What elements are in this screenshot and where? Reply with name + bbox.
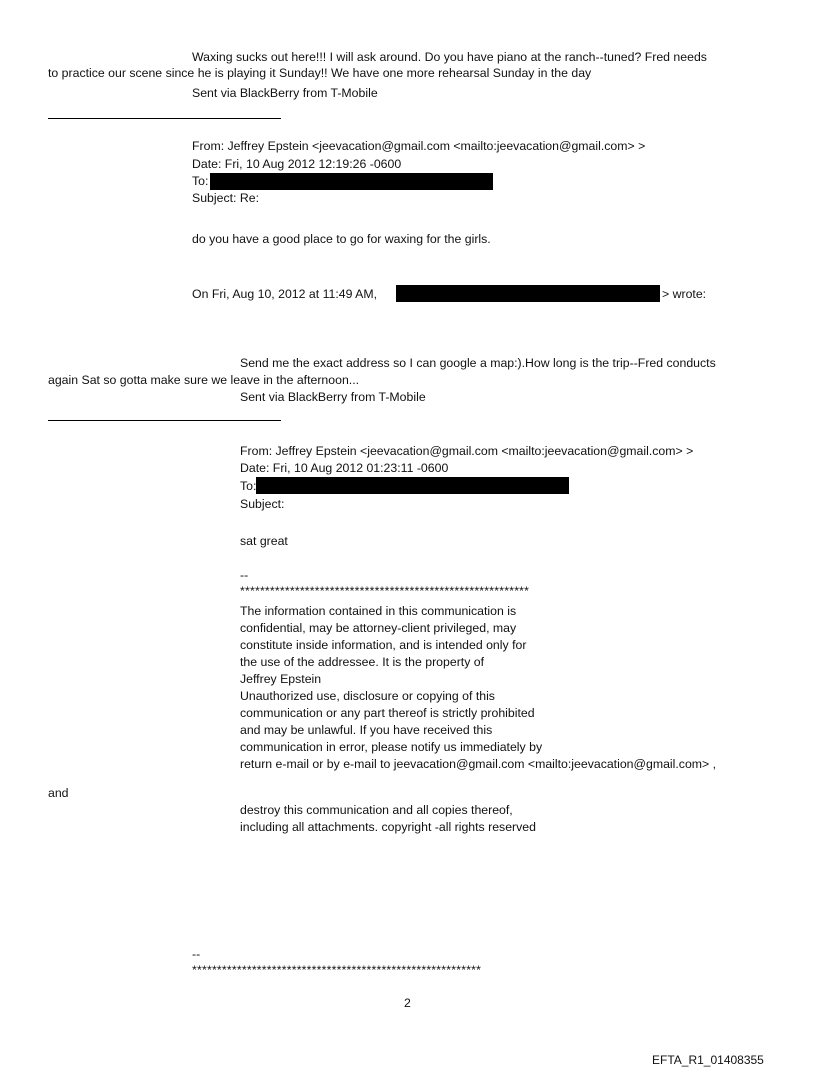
email1-quote-prefix: On Fri, Aug 10, 2012 at 11:49 AM, <box>192 287 378 301</box>
disclaimer-line: The information contained in this communication is <box>240 604 517 618</box>
email1-quote-suffix: > wrote: <box>662 287 707 301</box>
email1-from: From: Jeffrey Epstein <jeevacation@gmail.com <mailto:jeevacation@gmail.com> > <box>192 139 646 153</box>
signature-dashes: -- <box>240 568 249 582</box>
reply-signature: Sent via BlackBerry from T-Mobile <box>192 86 378 100</box>
disclaimer-line: constitute inside information, and is intended only for <box>240 638 527 652</box>
disclaimer-line: communication in error, please notify us immediately by <box>240 740 543 754</box>
disclaimer-line: the use of the addressee. It is the property of <box>240 655 485 669</box>
bates-number: EFTA_R1_01408355 <box>652 1053 764 1067</box>
signature-stars: ********************************************************** <box>240 584 530 598</box>
reply-line-1: Waxing sucks out here!!! I will ask around. Do you have piano at the ranch--tuned? Fred needs <box>192 50 707 64</box>
disclaimer-line: including all attachments. copyright -all rights reserved <box>240 820 536 834</box>
reply-line-2: to practice our scene since he is playing it Sunday!! We have one more rehearsal Sunday in the day <box>48 66 592 80</box>
disclaimer-line: destroy this communication and all copies thereof, <box>240 803 513 817</box>
email2-subject: Subject: <box>240 497 285 511</box>
email2-to: To: <box>240 479 257 493</box>
quoted-line-2: again Sat so gotta make sure we leave in the afternoon... <box>48 373 360 387</box>
disclaimer-line: Jeffrey Epstein <box>240 672 322 686</box>
email1-to: To: <box>192 174 209 188</box>
email2-from: From: Jeffrey Epstein <jeevacation@gmail.com <mailto:jeevacation@gmail.com> > <box>240 444 694 458</box>
quoted-signature: Sent via BlackBerry from T-Mobile <box>240 390 426 404</box>
disclaimer-line: return e-mail or by e-mail to jeevacation@gmail.com <mailto:jeevacation@gmail.com> , <box>240 757 717 771</box>
redaction-box <box>396 285 660 302</box>
redaction-box <box>210 173 493 190</box>
disclaimer-line: and may be unlawful. If you have received this <box>240 723 493 737</box>
disclaimer-line: confidential, may be attorney-client privileged, may <box>240 621 517 635</box>
email1-date: Date: Fri, 10 Aug 2012 12:19:26 -0600 <box>192 157 402 171</box>
email1-subject: Subject: Re: <box>192 191 259 205</box>
bottom-stars: ********************************************************** <box>192 963 482 977</box>
email2-body: sat great <box>240 534 288 548</box>
redaction-box <box>256 477 569 494</box>
disclaimer-line: communication or any part thereof is strictly prohibited <box>240 706 535 720</box>
bottom-dashes: -- <box>192 947 201 961</box>
separator-rule <box>48 420 281 421</box>
disclaimer-line: Unauthorized use, disclosure or copying of this <box>240 689 495 703</box>
email1-body: do you have a good place to go for waxing for the girls. <box>192 232 491 246</box>
email2-date: Date: Fri, 10 Aug 2012 01:23:11 -0600 <box>240 461 449 475</box>
quoted-line-1: Send me the exact address so I can google a map:).How long is the trip--Fred conducts <box>240 356 716 370</box>
page-number: 2 <box>404 996 411 1010</box>
disclaimer-wrap-word: and <box>48 786 69 800</box>
separator-rule <box>48 118 281 119</box>
